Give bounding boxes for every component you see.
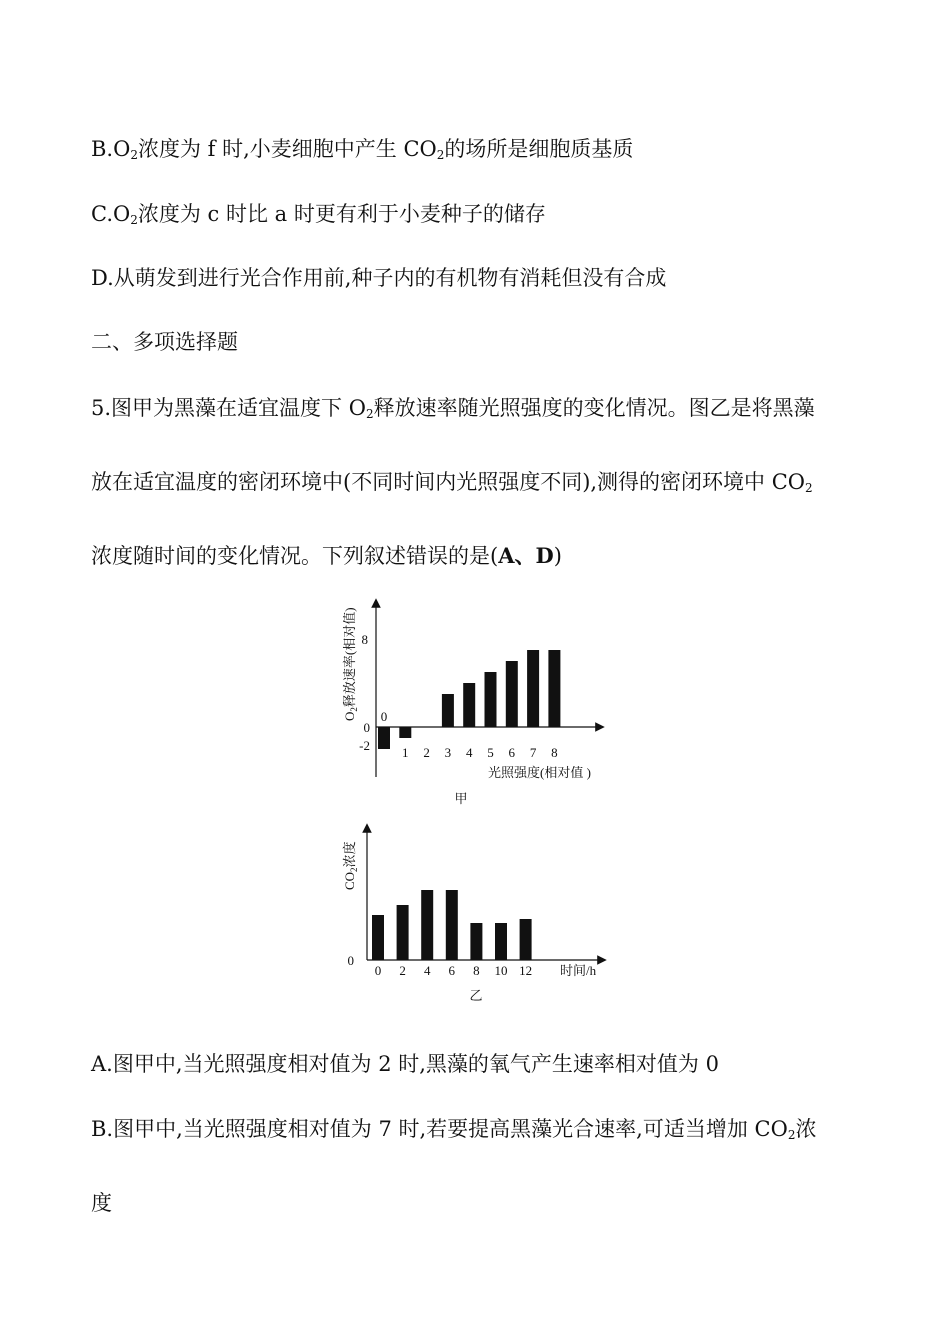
x-tick-3: 3 (444, 745, 452, 760)
bar-4 (463, 683, 475, 727)
option-b-previous: $B.O_2$浓度为 f 时,小麦细胞中产生 $CO_2$的场所是细胞质基质 (91, 137, 634, 162)
y-axis-label: $CO_2$浓度 (342, 841, 359, 890)
bar-6 (446, 890, 458, 960)
x-tick-1: 1 (402, 745, 409, 760)
bar-8 (470, 923, 482, 960)
bar-5 (485, 672, 497, 727)
chart-caption: 乙 (469, 988, 483, 1003)
bar-7 (527, 650, 539, 727)
x-tick-6: 6 (448, 963, 456, 978)
x-tick-4: 4 (423, 963, 431, 978)
x-tick-10: 10 (494, 963, 508, 978)
y-tick-0: 0 (347, 953, 354, 968)
x-tick-7: 7 (529, 745, 537, 760)
option-b-line-1: B.图甲中,当光照强度相对值为 7 时,若要提高黑藻光合速率,可适当增加 $CO_2$浓 (91, 1117, 817, 1142)
bar-3 (442, 694, 454, 727)
chart-jia (330, 595, 620, 817)
bar-10 (495, 923, 507, 960)
chart-yi (330, 822, 620, 1012)
bar-4 (421, 890, 433, 960)
bar-8 (548, 650, 560, 727)
bar-6 (506, 661, 518, 727)
option-c-previous: $C.O_2$浓度为 c 时比 a 时更有利于小麦种子的储存 (91, 202, 546, 227)
x-tick-8: 8 (551, 745, 558, 760)
answer-key: A、D (498, 543, 554, 568)
y-tick-0: 0 (363, 720, 370, 735)
x-axis-label: 时间/h (560, 963, 597, 978)
y-axis-label: $O_2$释放速率(相对值) (342, 607, 359, 721)
chart-caption: 甲 (454, 791, 468, 806)
x-tick-6: 6 (508, 745, 516, 760)
bar-1 (399, 727, 411, 738)
y-tick-8: 8 (361, 632, 368, 647)
x-tick-8: 8 (473, 963, 480, 978)
question-5-line-2: 放在适宜温度的密闭环境中(不同时间内光照强度不同),测得的密闭环境中 $CO_2$ (91, 470, 813, 495)
bar-0 (372, 915, 384, 960)
x-tick-2: 2 (423, 745, 430, 760)
bar-12 (520, 919, 532, 960)
option-b-line-2: 度 (91, 1191, 112, 1215)
x-tick-2: 2 (399, 963, 406, 978)
section-heading: 二、多项选择题 (91, 330, 238, 354)
x-tick-5: 5 (487, 745, 494, 760)
y-tick-neg2: -2 (359, 738, 370, 753)
x-tick-0: 0 (380, 709, 388, 724)
bar-2 (397, 905, 409, 960)
bar-0 (378, 727, 390, 749)
question-5-line-3: 浓度随时间的变化情况。下列叙述错误的是(A、D) (91, 543, 562, 568)
x-tick-0: 0 (374, 963, 382, 978)
option-d-previous: D.从萌发到进行光合作用前,种子内的有机物有消耗但没有合成 (91, 266, 667, 290)
x-tick-4: 4 (465, 745, 473, 760)
option-a: A.图甲中,当光照强度相对值为 2 时,黑藻的氧气产生速率相对值为 0 (91, 1052, 719, 1076)
x-axis-label: 光照强度(相对值 ) (488, 765, 591, 780)
question-5-line-1: 5.图甲为黑藻在适宜温度下 $O_2$释放速率随光照强度的变化情况。图乙是将黑藻 (91, 396, 815, 421)
x-tick-12: 12 (519, 963, 533, 978)
